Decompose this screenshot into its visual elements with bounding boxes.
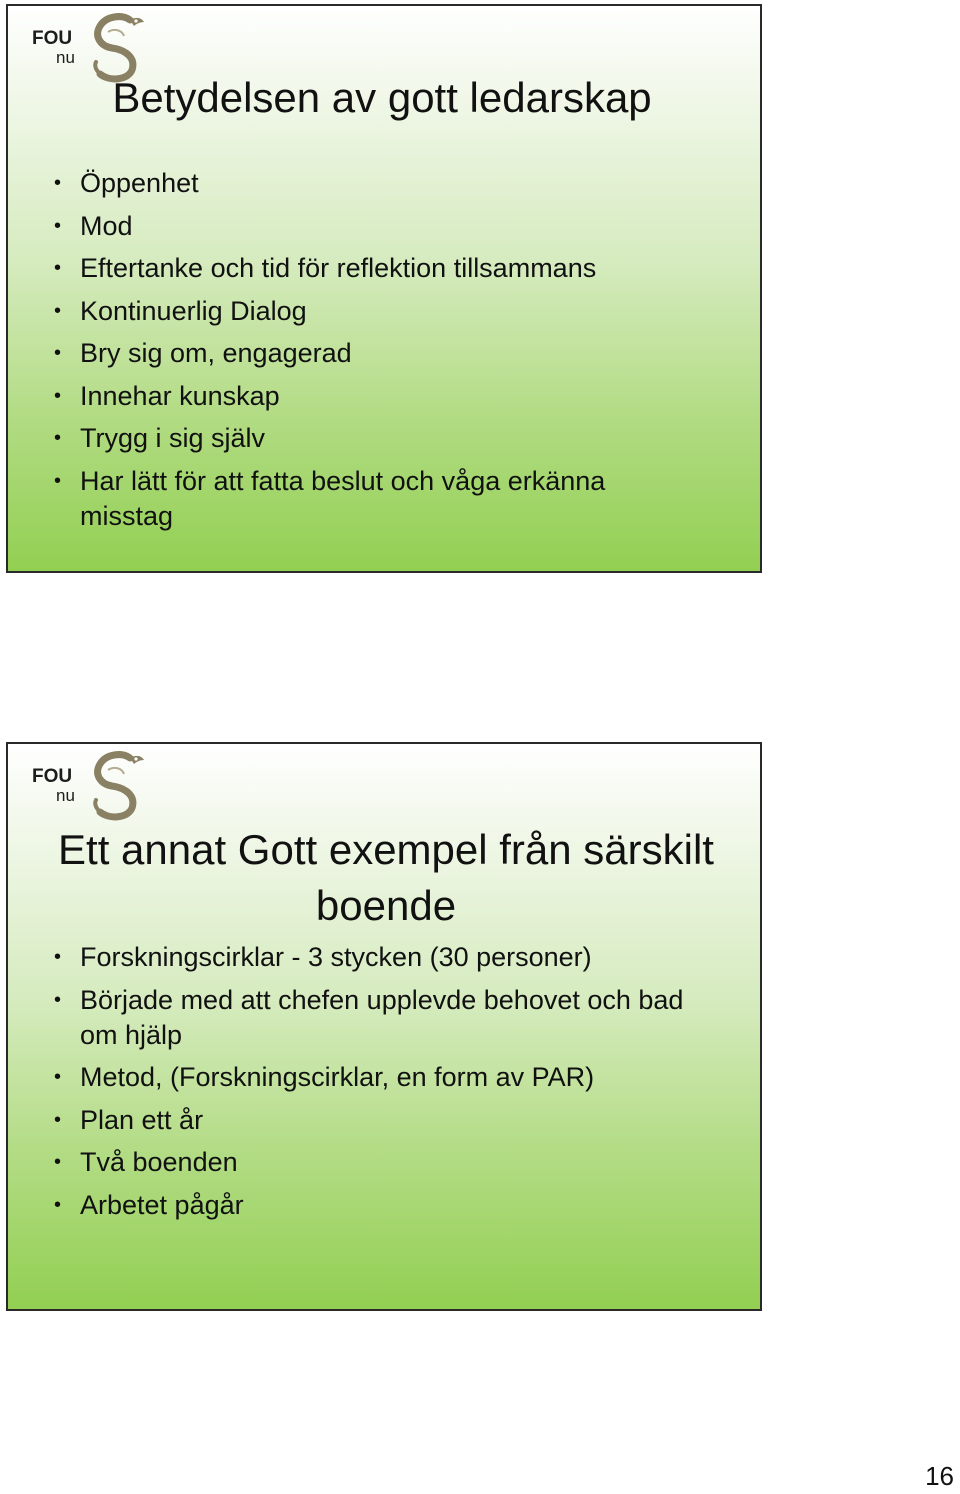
- slide-2: [6, 742, 762, 1311]
- list-item: • Två boenden: [54, 1145, 704, 1180]
- logo-text-nu: nu: [56, 48, 75, 67]
- list-item: • Plan ett år: [54, 1103, 704, 1138]
- bullet-list: [54, 940, 704, 1230]
- list-item: • Mod: [54, 209, 704, 244]
- list-item: • Arbetet pågår: [54, 1188, 704, 1223]
- list-item: • Öppenhet: [54, 166, 704, 201]
- list-item: • Metod, (Forskningscirklar, en form av PAR): [54, 1060, 704, 1095]
- logo-text-fou: FOU: [32, 766, 73, 787]
- list-item: • Innehar kunskap: [54, 379, 704, 414]
- list-item: • Har lätt för att fatta beslut och våga erkänna misstag: [54, 464, 704, 534]
- list-item: • Började med att chefen upplevde behovet och bad om hjälp: [54, 983, 704, 1053]
- slide-1: [6, 4, 762, 573]
- bullet-list: [54, 166, 704, 541]
- logo-text-nu: nu: [56, 786, 75, 805]
- list-item: • Kontinuerlig Dialog: [54, 294, 704, 329]
- list-item: • Trygg i sig själv: [54, 421, 704, 456]
- list-item: • Forskningscirklar - 3 stycken (30 personer): [54, 940, 704, 975]
- page-number: 16: [925, 1461, 954, 1491]
- list-item: • Eftertanke och tid för reflektion tillsammans: [54, 251, 704, 286]
- logo-text-fou: FOU: [32, 28, 73, 49]
- list-item: • Bry sig om, engagerad: [54, 336, 704, 371]
- fou-nu-logo: [30, 750, 148, 822]
- slide-title: Ett annat Gott exempel från särskilt boende: [58, 826, 714, 929]
- slide-title: Betydelsen av gott ledarskap: [112, 74, 652, 121]
- dragon-emblem-icon: [86, 750, 148, 822]
